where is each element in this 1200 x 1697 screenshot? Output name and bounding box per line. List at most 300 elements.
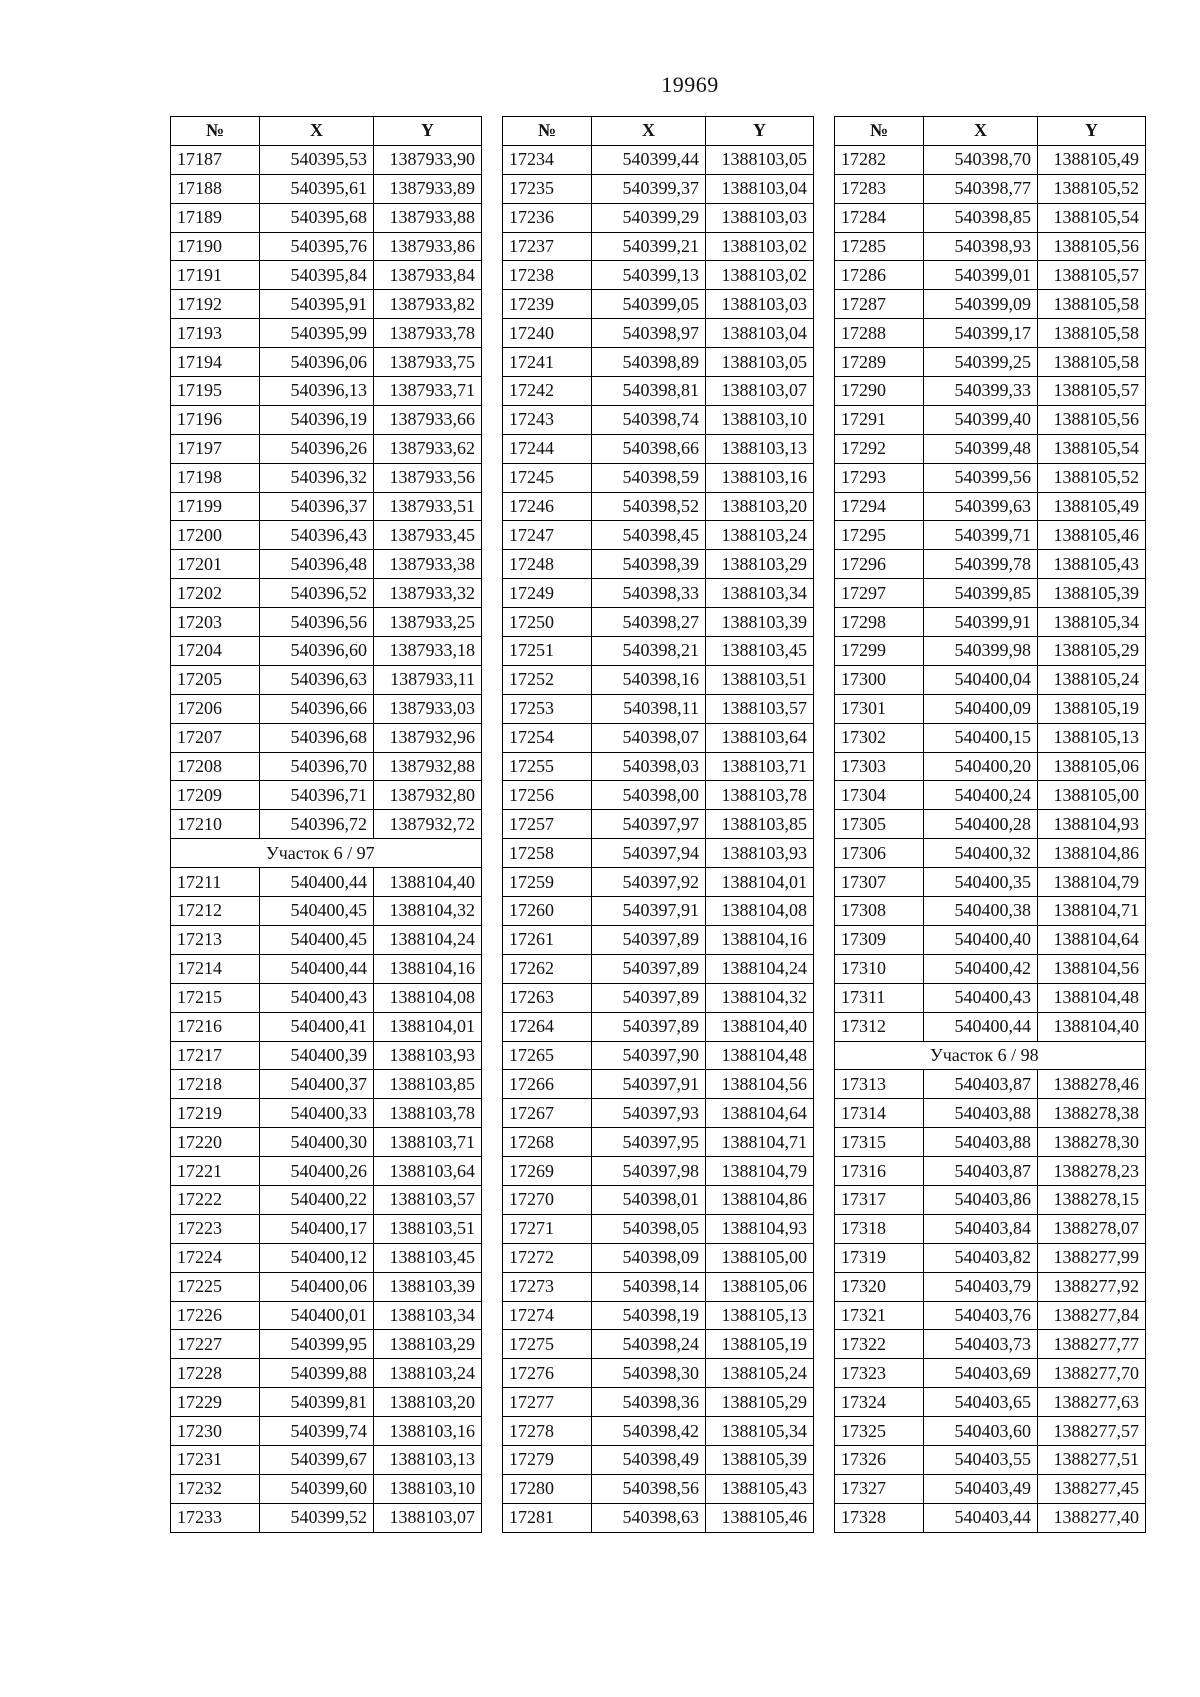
x-coordinate-cell: 540396,19 bbox=[260, 405, 374, 434]
point-number-cell: 17309 bbox=[835, 925, 924, 954]
point-number-cell: 17297 bbox=[835, 579, 924, 608]
column-header-x: X bbox=[592, 117, 706, 146]
y-coordinate-cell: 1388103,57 bbox=[706, 694, 814, 723]
y-coordinate-cell: 1388277,70 bbox=[1038, 1359, 1146, 1388]
y-coordinate-cell: 1388104,40 bbox=[706, 1012, 814, 1041]
x-coordinate-cell: 540399,67 bbox=[260, 1445, 374, 1474]
table-row bbox=[171, 752, 482, 781]
x-coordinate-cell: 540396,68 bbox=[260, 723, 374, 752]
y-coordinate-cell: 1388105,54 bbox=[1038, 434, 1146, 463]
point-number-cell: 17233 bbox=[171, 1503, 260, 1532]
y-coordinate-cell: 1388103,10 bbox=[374, 1474, 482, 1503]
y-coordinate-cell: 1388103,07 bbox=[706, 377, 814, 406]
x-coordinate-cell: 540400,22 bbox=[260, 1185, 374, 1214]
y-coordinate-cell: 1388105,57 bbox=[1038, 261, 1146, 290]
y-coordinate-cell: 1388105,52 bbox=[1038, 174, 1146, 203]
point-number-cell: 17243 bbox=[503, 405, 592, 434]
table-row bbox=[835, 145, 1146, 174]
point-number-cell: 17218 bbox=[171, 1070, 260, 1099]
y-coordinate-cell: 1388103,04 bbox=[706, 319, 814, 348]
point-number-cell: 17290 bbox=[835, 377, 924, 406]
table-row bbox=[171, 1243, 482, 1272]
x-coordinate-cell: 540399,78 bbox=[924, 550, 1038, 579]
y-coordinate-cell: 1388105,46 bbox=[1038, 521, 1146, 550]
point-number-cell: 17289 bbox=[835, 348, 924, 377]
table-row bbox=[171, 925, 482, 954]
y-coordinate-cell: 1388105,39 bbox=[706, 1445, 814, 1474]
y-coordinate-cell: 1388104,40 bbox=[374, 868, 482, 897]
point-number-cell: 17253 bbox=[503, 694, 592, 723]
point-number-cell: 17219 bbox=[171, 1099, 260, 1128]
x-coordinate-cell: 540397,95 bbox=[592, 1128, 706, 1157]
table-row bbox=[835, 463, 1146, 492]
x-coordinate-cell: 540397,89 bbox=[592, 983, 706, 1012]
y-coordinate-cell: 1388103,93 bbox=[374, 1041, 482, 1070]
x-coordinate-cell: 540400,45 bbox=[260, 897, 374, 926]
point-number-cell: 17273 bbox=[503, 1272, 592, 1301]
table-row bbox=[171, 637, 482, 666]
table-row bbox=[503, 434, 814, 463]
table-row bbox=[503, 839, 814, 868]
point-number-cell: 17322 bbox=[835, 1330, 924, 1359]
y-coordinate-cell: 1388105,29 bbox=[1038, 637, 1146, 666]
table-row bbox=[503, 203, 814, 232]
column-header-y: Y bbox=[1038, 117, 1146, 146]
point-number-cell: 17245 bbox=[503, 463, 592, 492]
point-number-cell: 17196 bbox=[171, 405, 260, 434]
point-number-cell: 17316 bbox=[835, 1157, 924, 1186]
x-coordinate-cell: 540399,09 bbox=[924, 290, 1038, 319]
x-coordinate-cell: 540396,37 bbox=[260, 492, 374, 521]
y-coordinate-cell: 1387933,84 bbox=[374, 261, 482, 290]
point-number-cell: 17193 bbox=[171, 319, 260, 348]
y-coordinate-cell: 1387933,90 bbox=[374, 145, 482, 174]
y-coordinate-cell: 1388104,16 bbox=[706, 925, 814, 954]
table-row bbox=[503, 1157, 814, 1186]
table-row bbox=[503, 1012, 814, 1041]
table-row bbox=[171, 521, 482, 550]
x-coordinate-cell: 540397,91 bbox=[592, 897, 706, 926]
table-row bbox=[503, 492, 814, 521]
table-row bbox=[835, 203, 1146, 232]
x-coordinate-cell: 540399,85 bbox=[924, 579, 1038, 608]
y-coordinate-cell: 1388104,48 bbox=[706, 1041, 814, 1070]
y-coordinate-cell: 1388277,92 bbox=[1038, 1272, 1146, 1301]
table-row bbox=[835, 348, 1146, 377]
x-coordinate-cell: 540400,32 bbox=[924, 839, 1038, 868]
table-row bbox=[171, 579, 482, 608]
table-row bbox=[835, 377, 1146, 406]
y-coordinate-cell: 1388277,63 bbox=[1038, 1388, 1146, 1417]
x-coordinate-cell: 540398,21 bbox=[592, 637, 706, 666]
y-coordinate-cell: 1388105,58 bbox=[1038, 348, 1146, 377]
table-row bbox=[171, 1214, 482, 1243]
x-coordinate-cell: 540395,68 bbox=[260, 203, 374, 232]
y-coordinate-cell: 1388104,56 bbox=[1038, 954, 1146, 983]
point-number-cell: 17283 bbox=[835, 174, 924, 203]
y-coordinate-cell: 1388105,58 bbox=[1038, 319, 1146, 348]
point-number-cell: 17214 bbox=[171, 954, 260, 983]
table-row bbox=[835, 1330, 1146, 1359]
x-coordinate-cell: 540396,43 bbox=[260, 521, 374, 550]
y-coordinate-cell: 1388105,24 bbox=[706, 1359, 814, 1388]
table-row bbox=[503, 319, 814, 348]
table-row bbox=[171, 1272, 482, 1301]
point-number-cell: 17306 bbox=[835, 839, 924, 868]
table-row bbox=[503, 1388, 814, 1417]
x-coordinate-cell: 540398,66 bbox=[592, 434, 706, 463]
table-row bbox=[503, 868, 814, 897]
x-coordinate-cell: 540397,91 bbox=[592, 1070, 706, 1099]
table-row bbox=[835, 492, 1146, 521]
point-number-cell: 17202 bbox=[171, 579, 260, 608]
y-coordinate-cell: 1388103,39 bbox=[706, 608, 814, 637]
point-number-cell: 17312 bbox=[835, 1012, 924, 1041]
x-coordinate-cell: 540403,65 bbox=[924, 1388, 1038, 1417]
point-number-cell: 17267 bbox=[503, 1099, 592, 1128]
y-coordinate-cell: 1388104,48 bbox=[1038, 983, 1146, 1012]
x-coordinate-cell: 540400,39 bbox=[260, 1041, 374, 1070]
table-row bbox=[171, 434, 482, 463]
y-coordinate-cell: 1388105,24 bbox=[1038, 665, 1146, 694]
y-coordinate-cell: 1388104,08 bbox=[374, 983, 482, 1012]
point-number-cell: 17317 bbox=[835, 1185, 924, 1214]
y-coordinate-cell: 1388105,43 bbox=[1038, 550, 1146, 579]
y-coordinate-cell: 1388277,99 bbox=[1038, 1243, 1146, 1272]
table-row bbox=[835, 434, 1146, 463]
y-coordinate-cell: 1388105,49 bbox=[1038, 145, 1146, 174]
table-header-row bbox=[171, 117, 482, 146]
y-coordinate-cell: 1388103,03 bbox=[706, 203, 814, 232]
point-number-cell: 17274 bbox=[503, 1301, 592, 1330]
point-number-cell: 17256 bbox=[503, 781, 592, 810]
x-coordinate-cell: 540400,43 bbox=[924, 983, 1038, 1012]
x-coordinate-cell: 540400,33 bbox=[260, 1099, 374, 1128]
table-row bbox=[503, 1128, 814, 1157]
x-coordinate-cell: 540399,17 bbox=[924, 319, 1038, 348]
column-header-number: № bbox=[835, 117, 924, 146]
table-row bbox=[503, 752, 814, 781]
point-number-cell: 17255 bbox=[503, 752, 592, 781]
x-coordinate-cell: 540403,87 bbox=[924, 1157, 1038, 1186]
table-row bbox=[503, 550, 814, 579]
point-number-cell: 17203 bbox=[171, 608, 260, 637]
table-row bbox=[835, 405, 1146, 434]
x-coordinate-cell: 540403,88 bbox=[924, 1099, 1038, 1128]
x-coordinate-cell: 540398,03 bbox=[592, 752, 706, 781]
point-number-cell: 17238 bbox=[503, 261, 592, 290]
table-row bbox=[503, 954, 814, 983]
point-number-cell: 17224 bbox=[171, 1243, 260, 1272]
table-row bbox=[835, 723, 1146, 752]
table-header-row bbox=[835, 117, 1146, 146]
y-coordinate-cell: 1388105,19 bbox=[706, 1330, 814, 1359]
point-number-cell: 17248 bbox=[503, 550, 592, 579]
y-coordinate-cell: 1387932,72 bbox=[374, 810, 482, 839]
x-coordinate-cell: 540399,56 bbox=[924, 463, 1038, 492]
y-coordinate-cell: 1388104,56 bbox=[706, 1070, 814, 1099]
x-coordinate-cell: 540398,11 bbox=[592, 694, 706, 723]
x-coordinate-cell: 540395,99 bbox=[260, 319, 374, 348]
table-row bbox=[171, 319, 482, 348]
point-number-cell: 17235 bbox=[503, 174, 592, 203]
y-coordinate-cell: 1388103,05 bbox=[706, 145, 814, 174]
point-number-cell: 17257 bbox=[503, 810, 592, 839]
y-coordinate-cell: 1388104,64 bbox=[1038, 925, 1146, 954]
point-number-cell: 17237 bbox=[503, 232, 592, 261]
x-coordinate-cell: 540399,98 bbox=[924, 637, 1038, 666]
point-number-cell: 17321 bbox=[835, 1301, 924, 1330]
point-number-cell: 17265 bbox=[503, 1041, 592, 1070]
x-coordinate-cell: 540398,30 bbox=[592, 1359, 706, 1388]
point-number-cell: 17286 bbox=[835, 261, 924, 290]
x-coordinate-cell: 540400,40 bbox=[924, 925, 1038, 954]
x-coordinate-cell: 540397,90 bbox=[592, 1041, 706, 1070]
table-row bbox=[503, 1272, 814, 1301]
point-number-cell: 17249 bbox=[503, 579, 592, 608]
point-number-cell: 17264 bbox=[503, 1012, 592, 1041]
x-coordinate-cell: 540397,92 bbox=[592, 868, 706, 897]
point-number-cell: 17228 bbox=[171, 1359, 260, 1388]
point-number-cell: 17241 bbox=[503, 348, 592, 377]
y-coordinate-cell: 1388278,30 bbox=[1038, 1128, 1146, 1157]
x-coordinate-cell: 540396,72 bbox=[260, 810, 374, 839]
x-coordinate-cell: 540399,05 bbox=[592, 290, 706, 319]
point-number-cell: 17194 bbox=[171, 348, 260, 377]
column-header-number: № bbox=[503, 117, 592, 146]
point-number-cell: 17191 bbox=[171, 261, 260, 290]
point-number-cell: 17251 bbox=[503, 637, 592, 666]
y-coordinate-cell: 1388103,29 bbox=[374, 1330, 482, 1359]
x-coordinate-cell: 540397,89 bbox=[592, 954, 706, 983]
x-coordinate-cell: 540399,33 bbox=[924, 377, 1038, 406]
y-coordinate-cell: 1388104,01 bbox=[706, 868, 814, 897]
y-coordinate-cell: 1387933,86 bbox=[374, 232, 482, 261]
point-number-cell: 17271 bbox=[503, 1214, 592, 1243]
point-number-cell: 17189 bbox=[171, 203, 260, 232]
x-coordinate-cell: 540403,87 bbox=[924, 1070, 1038, 1099]
x-coordinate-cell: 540399,81 bbox=[260, 1388, 374, 1417]
x-coordinate-cell: 540396,32 bbox=[260, 463, 374, 492]
y-coordinate-cell: 1387933,82 bbox=[374, 290, 482, 319]
y-coordinate-cell: 1388277,40 bbox=[1038, 1503, 1146, 1532]
y-coordinate-cell: 1388104,32 bbox=[374, 897, 482, 926]
point-number-cell: 17287 bbox=[835, 290, 924, 319]
y-coordinate-cell: 1388104,24 bbox=[706, 954, 814, 983]
x-coordinate-cell: 540397,89 bbox=[592, 1012, 706, 1041]
point-number-cell: 17215 bbox=[171, 983, 260, 1012]
point-number-cell: 17270 bbox=[503, 1185, 592, 1214]
table-row bbox=[171, 868, 482, 897]
y-coordinate-cell: 1387932,88 bbox=[374, 752, 482, 781]
point-number-cell: 17293 bbox=[835, 463, 924, 492]
table-row bbox=[171, 261, 482, 290]
column-header-x: X bbox=[924, 117, 1038, 146]
table-row bbox=[171, 174, 482, 203]
point-number-cell: 17299 bbox=[835, 637, 924, 666]
table-row bbox=[503, 232, 814, 261]
x-coordinate-cell: 540399,63 bbox=[924, 492, 1038, 521]
column-header-y: Y bbox=[706, 117, 814, 146]
y-coordinate-cell: 1388103,45 bbox=[706, 637, 814, 666]
table-row bbox=[171, 232, 482, 261]
table-row bbox=[171, 1503, 482, 1532]
table-row bbox=[171, 1445, 482, 1474]
y-coordinate-cell: 1388103,13 bbox=[374, 1445, 482, 1474]
x-coordinate-cell: 540398,77 bbox=[924, 174, 1038, 203]
point-number-cell: 17319 bbox=[835, 1243, 924, 1272]
table-row bbox=[171, 897, 482, 926]
x-coordinate-cell: 540397,94 bbox=[592, 839, 706, 868]
point-number-cell: 17208 bbox=[171, 752, 260, 781]
point-number-cell: 17200 bbox=[171, 521, 260, 550]
table-row bbox=[835, 665, 1146, 694]
x-coordinate-cell: 540403,84 bbox=[924, 1214, 1038, 1243]
y-coordinate-cell: 1388104,79 bbox=[1038, 868, 1146, 897]
table-row bbox=[503, 781, 814, 810]
table-row bbox=[171, 810, 482, 839]
y-coordinate-cell: 1388105,13 bbox=[1038, 723, 1146, 752]
x-coordinate-cell: 540395,61 bbox=[260, 174, 374, 203]
point-number-cell: 17225 bbox=[171, 1272, 260, 1301]
point-number-cell: 17206 bbox=[171, 694, 260, 723]
y-coordinate-cell: 1388104,93 bbox=[706, 1214, 814, 1243]
point-number-cell: 17247 bbox=[503, 521, 592, 550]
table-row bbox=[503, 608, 814, 637]
table-row bbox=[835, 839, 1146, 868]
x-coordinate-cell: 540403,55 bbox=[924, 1445, 1038, 1474]
x-coordinate-cell: 540397,93 bbox=[592, 1099, 706, 1128]
table-row bbox=[835, 752, 1146, 781]
table-row bbox=[835, 1243, 1146, 1272]
table-row bbox=[503, 463, 814, 492]
x-coordinate-cell: 540403,49 bbox=[924, 1474, 1038, 1503]
table-row bbox=[503, 1099, 814, 1128]
y-coordinate-cell: 1388277,51 bbox=[1038, 1445, 1146, 1474]
y-coordinate-cell: 1388103,71 bbox=[706, 752, 814, 781]
table-row bbox=[835, 521, 1146, 550]
point-number-cell: 17327 bbox=[835, 1474, 924, 1503]
y-coordinate-cell: 1388103,16 bbox=[374, 1417, 482, 1446]
point-number-cell: 17254 bbox=[503, 723, 592, 752]
x-coordinate-cell: 540399,91 bbox=[924, 608, 1038, 637]
x-coordinate-cell: 540403,44 bbox=[924, 1503, 1038, 1532]
x-coordinate-cell: 540396,48 bbox=[260, 550, 374, 579]
x-coordinate-cell: 540398,05 bbox=[592, 1214, 706, 1243]
point-number-cell: 17276 bbox=[503, 1359, 592, 1388]
table-row bbox=[835, 1214, 1146, 1243]
point-number-cell: 17246 bbox=[503, 492, 592, 521]
y-coordinate-cell: 1388103,34 bbox=[706, 579, 814, 608]
x-coordinate-cell: 540399,25 bbox=[924, 348, 1038, 377]
x-coordinate-cell: 540396,70 bbox=[260, 752, 374, 781]
table-row bbox=[835, 1503, 1146, 1532]
y-coordinate-cell: 1387933,11 bbox=[374, 665, 482, 694]
y-coordinate-cell: 1388105,43 bbox=[706, 1474, 814, 1503]
x-coordinate-cell: 540400,37 bbox=[260, 1070, 374, 1099]
table-row bbox=[835, 781, 1146, 810]
x-coordinate-cell: 540398,00 bbox=[592, 781, 706, 810]
x-coordinate-cell: 540398,36 bbox=[592, 1388, 706, 1417]
point-number-cell: 17197 bbox=[171, 434, 260, 463]
x-coordinate-cell: 540400,30 bbox=[260, 1128, 374, 1157]
y-coordinate-cell: 1388104,32 bbox=[706, 983, 814, 1012]
point-number-cell: 17272 bbox=[503, 1243, 592, 1272]
y-coordinate-cell: 1388104,71 bbox=[1038, 897, 1146, 926]
table-row bbox=[503, 637, 814, 666]
x-coordinate-cell: 540398,93 bbox=[924, 232, 1038, 261]
table-row bbox=[503, 579, 814, 608]
point-number-cell: 17258 bbox=[503, 839, 592, 868]
y-coordinate-cell: 1388103,05 bbox=[706, 348, 814, 377]
y-coordinate-cell: 1388103,24 bbox=[706, 521, 814, 550]
x-coordinate-cell: 540398,70 bbox=[924, 145, 1038, 174]
y-coordinate-cell: 1388103,20 bbox=[374, 1388, 482, 1417]
x-coordinate-cell: 540403,69 bbox=[924, 1359, 1038, 1388]
table-row bbox=[835, 261, 1146, 290]
y-coordinate-cell: 1388105,58 bbox=[1038, 290, 1146, 319]
x-coordinate-cell: 540403,73 bbox=[924, 1330, 1038, 1359]
table-row bbox=[503, 348, 814, 377]
point-number-cell: 17308 bbox=[835, 897, 924, 926]
point-number-cell: 17190 bbox=[171, 232, 260, 261]
x-coordinate-cell: 540399,29 bbox=[592, 203, 706, 232]
table-row bbox=[171, 1070, 482, 1099]
point-number-cell: 17227 bbox=[171, 1330, 260, 1359]
y-coordinate-cell: 1388103,24 bbox=[374, 1359, 482, 1388]
point-number-cell: 17318 bbox=[835, 1214, 924, 1243]
point-number-cell: 17261 bbox=[503, 925, 592, 954]
point-number-cell: 17324 bbox=[835, 1388, 924, 1417]
point-number-cell: 17221 bbox=[171, 1157, 260, 1186]
table-row bbox=[835, 925, 1146, 954]
x-coordinate-cell: 540400,43 bbox=[260, 983, 374, 1012]
x-coordinate-cell: 540398,19 bbox=[592, 1301, 706, 1330]
y-coordinate-cell: 1388103,20 bbox=[706, 492, 814, 521]
table-row bbox=[171, 1388, 482, 1417]
x-coordinate-cell: 540398,49 bbox=[592, 1445, 706, 1474]
y-coordinate-cell: 1387933,75 bbox=[374, 348, 482, 377]
table-row bbox=[171, 1359, 482, 1388]
x-coordinate-cell: 540398,52 bbox=[592, 492, 706, 521]
table-row bbox=[171, 492, 482, 521]
table-row bbox=[835, 1474, 1146, 1503]
table-row bbox=[503, 810, 814, 839]
x-coordinate-cell: 540398,89 bbox=[592, 348, 706, 377]
table-row bbox=[503, 1359, 814, 1388]
x-coordinate-cell: 540403,60 bbox=[924, 1417, 1038, 1446]
x-coordinate-cell: 540400,04 bbox=[924, 665, 1038, 694]
point-number-cell: 17199 bbox=[171, 492, 260, 521]
y-coordinate-cell: 1388103,13 bbox=[706, 434, 814, 463]
y-coordinate-cell: 1388105,46 bbox=[706, 1503, 814, 1532]
section-heading: Участок 6 / 98 bbox=[835, 1041, 1146, 1070]
x-coordinate-cell: 540400,26 bbox=[260, 1157, 374, 1186]
point-number-cell: 17311 bbox=[835, 983, 924, 1012]
table-row bbox=[835, 579, 1146, 608]
table-row bbox=[835, 319, 1146, 348]
table-row bbox=[835, 1272, 1146, 1301]
point-number-cell: 17259 bbox=[503, 868, 592, 897]
x-coordinate-cell: 540398,09 bbox=[592, 1243, 706, 1272]
table-row bbox=[171, 1185, 482, 1214]
y-coordinate-cell: 1388105,52 bbox=[1038, 463, 1146, 492]
x-coordinate-cell: 540396,60 bbox=[260, 637, 374, 666]
point-number-cell: 17188 bbox=[171, 174, 260, 203]
table-row bbox=[503, 290, 814, 319]
x-coordinate-cell: 540400,41 bbox=[260, 1012, 374, 1041]
table-row bbox=[835, 1157, 1146, 1186]
